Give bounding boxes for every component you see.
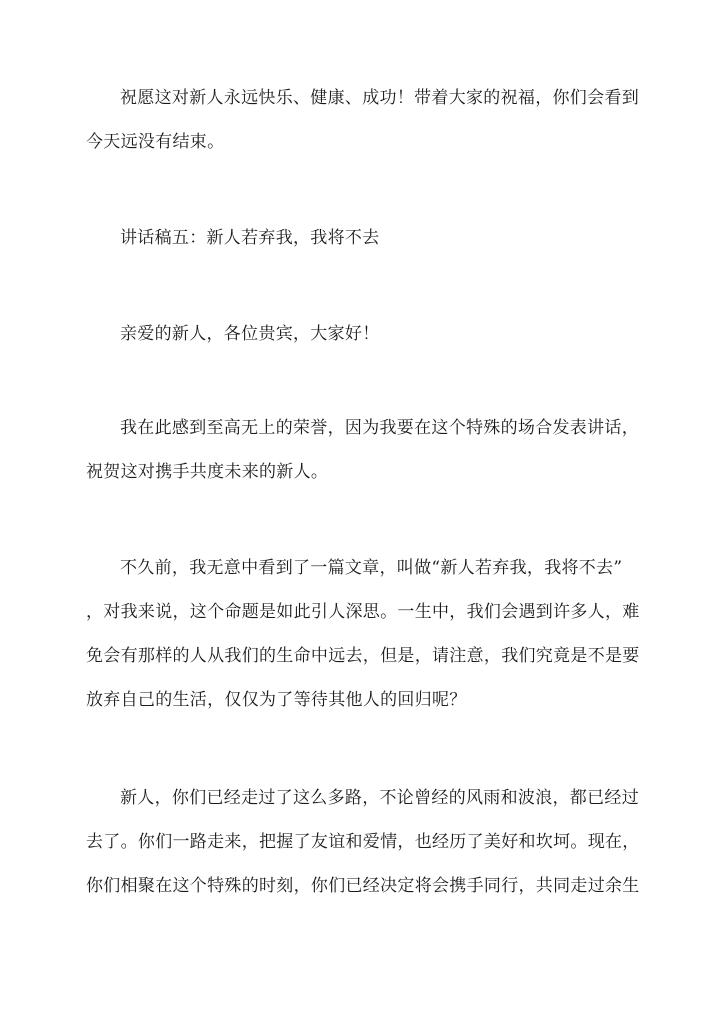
heading-text: 讲话稿五：新人若弃我，我将不去: [120, 228, 380, 248]
text-line: 祝贺这对携手共度未来的新人。: [86, 462, 329, 482]
text-line: ，对我来说，这个命题是如此引人深思。一生中，我们会遇到许多人，难: [86, 602, 640, 622]
paragraph-honor: [86, 406, 642, 494]
paragraph-blessing: [86, 76, 642, 164]
text-line: 新人，你们已经走过了这么多路，不论曾经的风雨和波浪，都已经过: [120, 788, 639, 808]
section-heading: [86, 216, 642, 260]
text-line: 我在此感到至高无上的荣誉，因为我要在这个特殊的场合发表讲话，: [120, 418, 639, 438]
paragraph-greeting: [86, 312, 642, 356]
text-line: 放弃自己的生活，仅仅为了等待其他人的回归呢？: [86, 690, 467, 710]
text-line: 免会有那样的人从我们的生命中远去，但是，请注意，我们究竟是不是要: [86, 646, 640, 666]
text-line: 不久前，我无意中看到了一篇文章，叫做“新人若弃我，我将不去”: [120, 558, 623, 578]
text-line: 亲爱的新人，各位贵宾，大家好！: [120, 324, 380, 344]
text-line: 去了。你们一路走来，把握了友谊和爱情，也经历了美好和坎坷。现在，: [86, 832, 640, 852]
text-line: 祝愿这对新人永远快乐、健康、成功！带着大家的祝福，你们会看到: [120, 88, 639, 108]
paragraph-article: [86, 546, 642, 722]
text-line: 你们相聚在这个特殊的时刻，你们已经决定将会携手同行，共同走过余生: [86, 876, 640, 896]
text-line: 今天远没有结束。: [86, 132, 225, 152]
paragraph-journey: [86, 776, 642, 908]
